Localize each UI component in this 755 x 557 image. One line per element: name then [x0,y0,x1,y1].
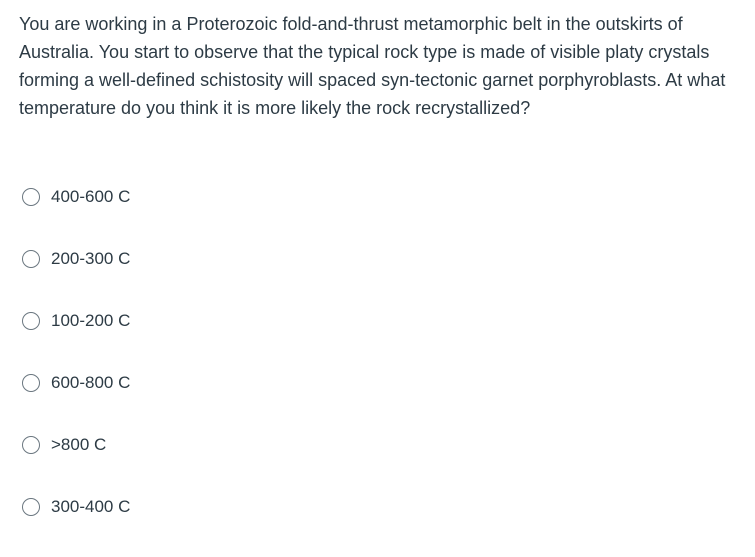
radio-button[interactable] [22,498,40,516]
answer-option[interactable] [22,246,422,272]
answer-option[interactable] [22,432,422,458]
radio-button[interactable] [22,188,40,206]
answer-option-label: 400-600 C [51,187,131,206]
answer-option[interactable] [22,184,422,210]
answer-option-label: 600-800 C [51,373,131,392]
answer-option[interactable] [22,370,422,396]
radio-button[interactable] [22,374,40,392]
answer-option[interactable] [22,494,422,520]
answer-option-label: 100-200 C [51,311,131,330]
question-text: You are working in a Proterozoic fold-and-thrust metamorphic belt in the outskirts of Australia. You start to observe that the typical rock type is made of visible platy crystals forming a well-defined schistosity will spaced syn-tectonic garnet porphyroblasts. At what temperature do you think it is more likely the rock recrystallized? [19,14,726,118]
answer-options [22,184,422,556]
radio-button[interactable] [22,312,40,330]
radio-button[interactable] [22,436,40,454]
answer-option-label: >800 C [51,435,107,454]
answer-option[interactable] [22,308,422,334]
radio-button[interactable] [22,250,40,268]
answer-option-label: 300-400 C [51,497,131,516]
answer-option-label: 200-300 C [51,249,131,268]
